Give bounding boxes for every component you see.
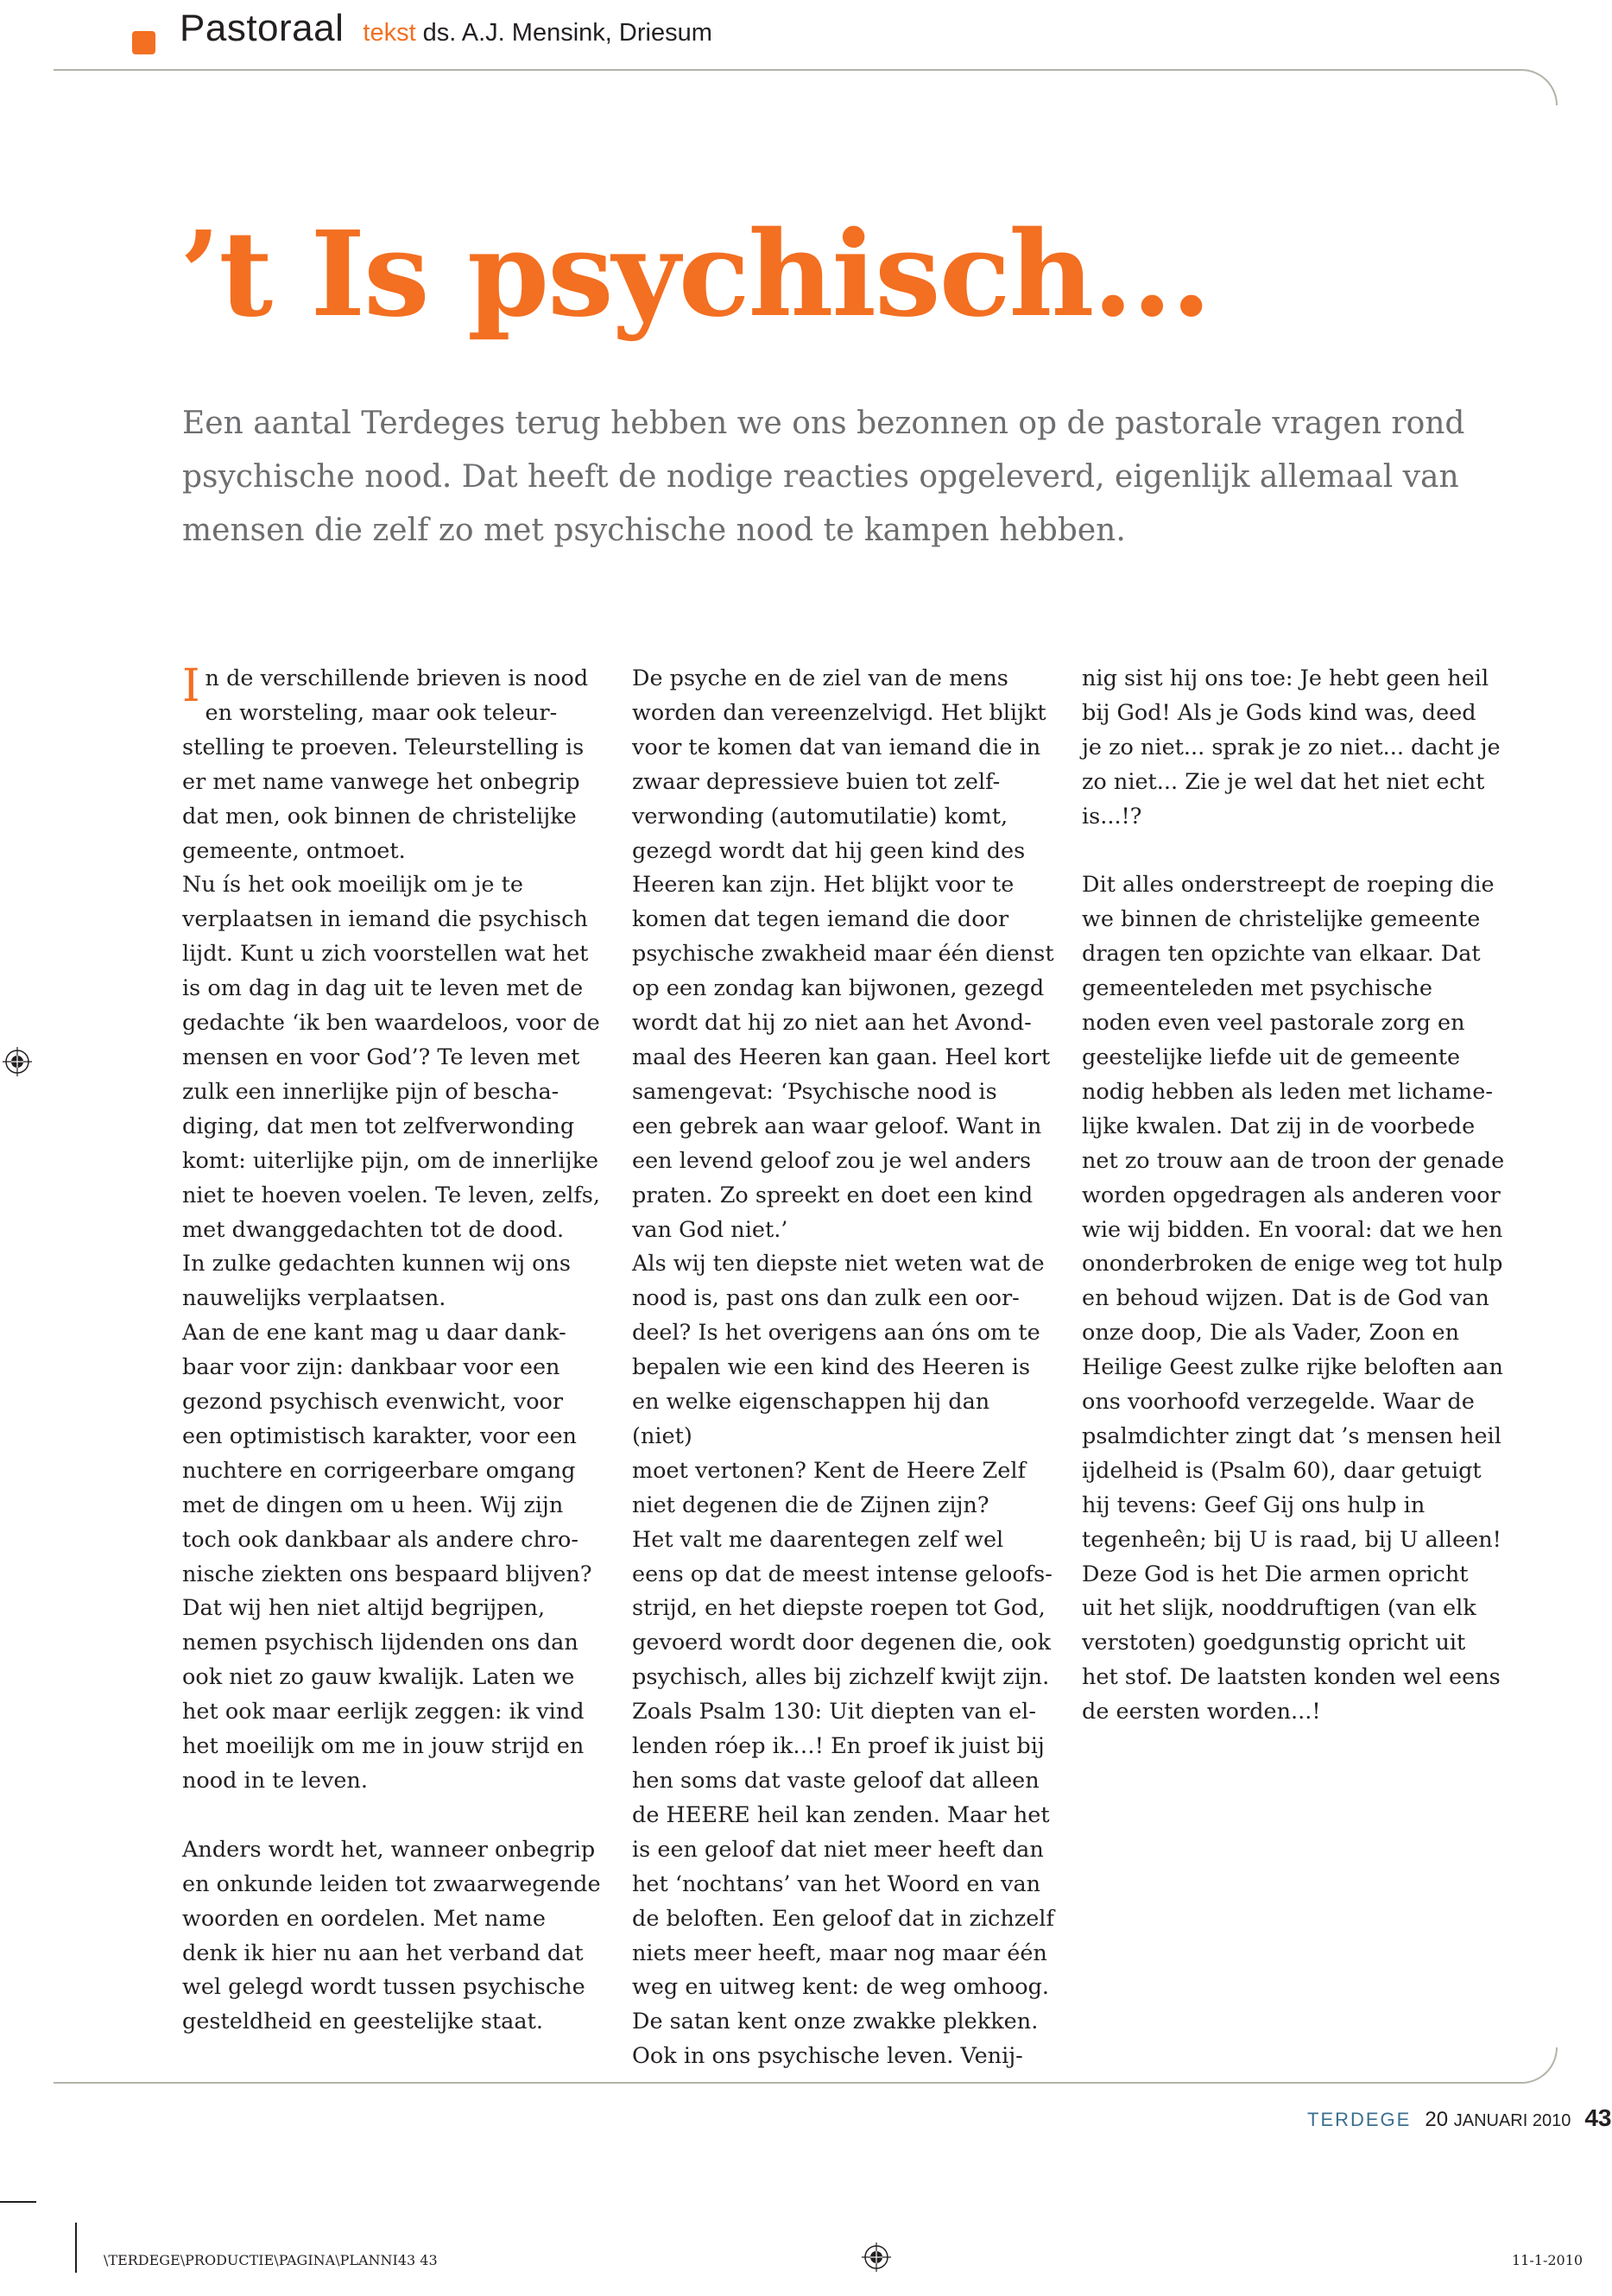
column-1-text: n de verschillende brieven is nood en worsteling, maar ook teleur- stelling te proeven. Teleurstelling is er met name vanwege het onbegrip dat men, ook binnen de christelijke gemeente, ontmoet. Nu ís het ook moeilijk om je te verplaatsen in iemand die psychisch lijdt. Kunt u zich voorstellen wat het is om dag in dag uit te leven met de gedachte ‘ik ben waardeloos, voor de mensen en voor God’? Te leven met zulk een innerlijke pijn of bescha- diging, dat men tot zelfverwonding komt: uiterlijke pijn, om de innerlijke niet te hoeven voelen. Te leven, zelfs, met dwanggedachten tot de dood. In zulke gedachten kunnen wij ons nauwelijks verplaatsen. Aan de ene kant mag u daar dank- baar voor zijn: dankbaar voor een gezond psychisch evenwicht, voor een optimistisch karakter, voor een nuchtere en corrigeerbare omgang met de dingen om u heen. Wij zijn toch ook dankbaar als andere chro- nische ziekten ons bespaard blijven? Dat wij hen niet altijd begrijpen, nemen psychisch lijdenden ons dan ook niet zo gauw kwalijk. Laten we het ook maar eerlijk zeggen: ik vind het moeilijk om me in jouw strijd en nood in te leven. Anders wordt het, wanneer onbegrip en onkunde leiden tot zwaarwegende woorden en oordelen. Met name denk ik hier nu aan het verband dat wel gelegd wordt tussen psychische gesteldheid en geestelijke staat. [182,665,601,2035]
article-column-3: nig sist hij ons toe: Je hebt geen heil bij God! Als je Gods kind was, deed je zo niet... sprak je zo niet... dacht je zo niet... Zie je wel dat het niet echt is...!? Dit alles onderstreept de roeping die we binnen de christelijke gemeente dragen ten opzichte van elkaar. Dat gemeenteleden met psychische noden even veel pastorale zorg en geestelijke liefde uit de gemeente nodig hebben als leden met lichame- lijke kwalen. Dat zij in de voorbede net zo trouw aan de troon der genade worden opgedragen als anderen voor wie wij bidden. En vooral: dat we hen ononderbroken de enige weg tot hulp en behoud wijzen. Dat is de God van onze doop, Die als Vader, Zoon en Heilige Geest zulke rijke beloften aan ons voorhoofd verzegelde. Waar de psalmdichter zingt dat ’s mensen heil ijdelheid is (Psalm 60), daar getuigt hij tevens: Geef Gij ons hulp in tegenheên; bij U is raad, bij U alleen! Deze God is het Die armen opricht uit het slijk, nooddruftigen (van elk verstoten) goedgunstig opricht uit het stof. De laatsten konden wel eens de eersten worden...! [1082,665,1505,1725]
byline-label: tekst [363,19,416,47]
top-rule [54,69,1558,105]
registration-mark-icon [862,2242,891,2272]
issue-month-year: JANUARI 2010 [1453,2111,1571,2130]
registration-mark-icon [3,1047,32,1076]
section-header [180,7,712,76]
crop-mark [0,2201,36,2203]
article-column-2: De psyche en de ziel van de mens worden dan vereenzelvigd. Het blijkt voor te komen dat van iemand die in zwaar depressieve buien tot zelf- verwonding (automutilatie) komt, gezegd wordt dat hij geen kind des Heeren kan zijn. Het blijkt voor te komen dat tegen iemand die door psychische zwakheid maar één dienst op een zondag kan bijwonen, gezegd wordt dat hij zo niet aan het Avond- maal des Heeren kan gaan. Heel kort samengevat: ‘Psychische nood is een gebrek aan waar geloof. Want in een levend geloof zou je wel anders praten. Zo spreekt en doet een kind van God niet.’ Als wij ten diepste niet weten wat de nood is, past ons dan zulk een oor- deel? Is het overigens aan óns om te bepalen wie een kind des Heeren is en welke eigenschappen hij dan (niet) moet vertonen? Kent de Heere Zelf niet degenen die de Zijnen zijn? Het valt me daarentegen zelf wel eens op dat de meest intense geloofs- strijd, en het diepste roepen tot God, gevoerd wordt door degenen die, ook psychisch, alles bij zichzelf kwijt zijn. Zoals Psalm 130: Uit diepten van el- lenden róep ik…! En proef ik juist bij hen soms dat vaste geloof dat alleen de HEERE heil kan zenden. Maar het is een geloof dat niet meer heeft dan het ‘nochtans’ van het Woord en van de beloften. Een geloof dat in zichzelf niets meer heeft, maar nog maar één weg en uitweg kent: de weg omhoog. De satan kent onze zwakke plekken. Ook in ons psychische leven. Venij- [632,665,1054,2070]
magazine-name: TERDEGE [1307,2109,1412,2130]
section-marker-square [132,31,155,54]
article-column-1 [182,662,605,2040]
slug-date: 11-1-2010 [1512,2252,1584,2268]
folio [1307,2104,1612,2132]
slug-file-path: \TERDEGE\PRODUCTIE\PAGINA\PLANNI43 43 [104,2252,438,2268]
crop-mark [75,2223,77,2273]
article-title: ’t Is psychisch... [180,205,1211,344]
article-lead: Een aantal Terdeges terug hebben we ons bezonnen op de pastorale vragen rond psychische nood. Dat heeft de nodige reacties opgeleverd, eigenlijk allemaal van mensen die zelf zo met psychische nood te kampen hebben. [182,406,1465,548]
byline-author: ds. A.J. Mensink, Driesum [422,19,712,47]
section-title: Pastoraal [180,7,345,49]
bottom-rule [54,2047,1558,2084]
issue-day: 20 [1425,2108,1449,2131]
issue-date [1425,2108,1571,2131]
page-number: 43 [1584,2104,1612,2131]
drop-cap: I [182,660,200,712]
